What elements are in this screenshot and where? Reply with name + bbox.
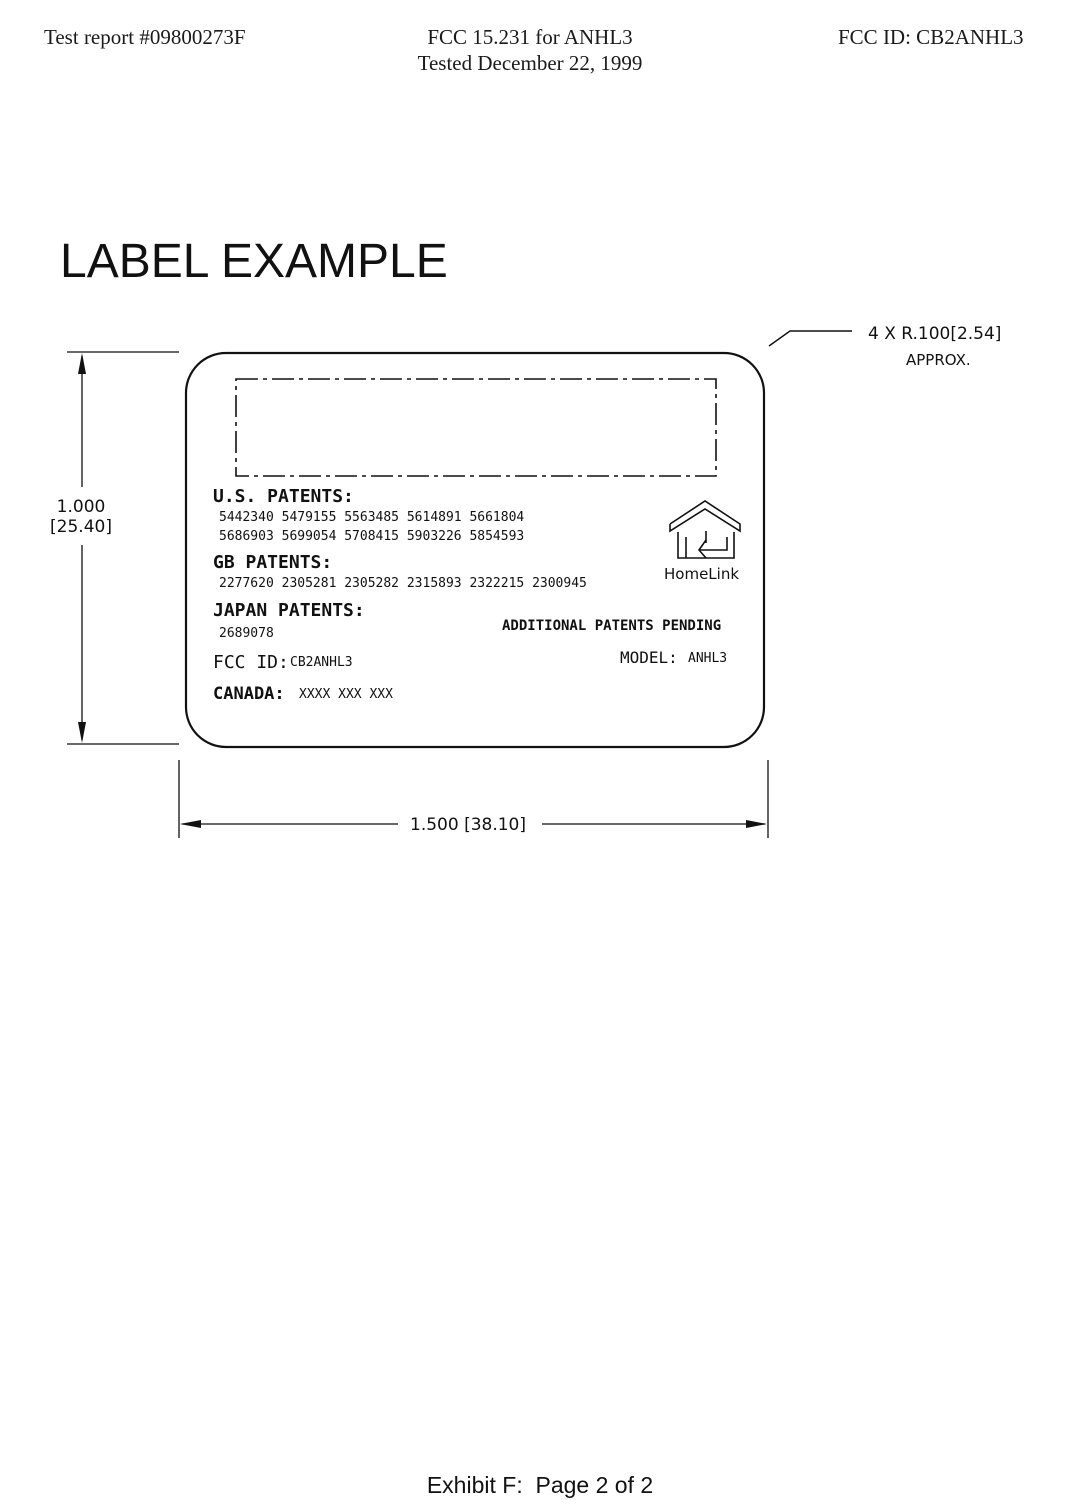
japan-patents-heading: JAPAN PATENTS: — [213, 600, 365, 621]
height-dimension-mm: [25.40] — [50, 517, 112, 537]
canada-value: XXXX XXX XXX — [299, 687, 393, 702]
us-patents-line-2: 5686903 5699054 5708415 5903226 5854593 — [219, 529, 525, 544]
header-standard: FCC 15.231 for ANHL3 — [427, 25, 633, 49]
width-arrow-right-icon — [746, 820, 767, 828]
height-arrow-up-icon — [78, 353, 86, 374]
model-value: ANHL3 — [688, 651, 728, 666]
radius-note: 4 X R.100[2.54] — [868, 324, 1002, 344]
japan-patents-line: 2689078 — [219, 626, 274, 641]
radius-note-approx: APPROX. — [906, 351, 971, 369]
width-arrow-left-icon — [180, 820, 201, 828]
width-dimension: 1.500 [38.10] — [410, 815, 527, 835]
page-footer: Exhibit F: Page 2 of 2 — [426, 1472, 654, 1498]
radius-leader-line — [769, 331, 852, 346]
us-patents-line-1: 5442340 5479155 5563485 5614891 5661804 — [219, 510, 525, 525]
header-tested-date: Tested December 22, 1999 — [417, 51, 643, 75]
model-label: MODEL: — [620, 648, 678, 667]
header-fcc-id: FCC ID: CB2ANHL3 — [838, 25, 1024, 49]
gb-patents-line: 2277620 2305281 2305282 2315893 2322215 2300945 — [219, 576, 587, 591]
canada-label: CANADA: — [213, 684, 285, 704]
fcc-id-label: FCC ID: — [213, 652, 289, 673]
header-report-number: Test report #09800273F — [44, 25, 246, 49]
additional-patents-pending: ADDITIONAL PATENTS PENDING — [502, 618, 722, 634]
fcc-id-value: CB2ANHL3 — [290, 655, 353, 670]
house-arrow-icon — [670, 501, 740, 558]
homelink-brand: HomeLink — [664, 565, 740, 583]
page-title: LABEL EXAMPLE — [60, 235, 448, 288]
height-arrow-down-icon — [78, 722, 86, 743]
gb-patents-heading: GB PATENTS: — [213, 552, 333, 573]
label-window-dashed — [236, 379, 716, 476]
us-patents-heading: U.S. PATENTS: — [213, 486, 354, 507]
height-dimension: 1.000 — [56, 497, 106, 517]
